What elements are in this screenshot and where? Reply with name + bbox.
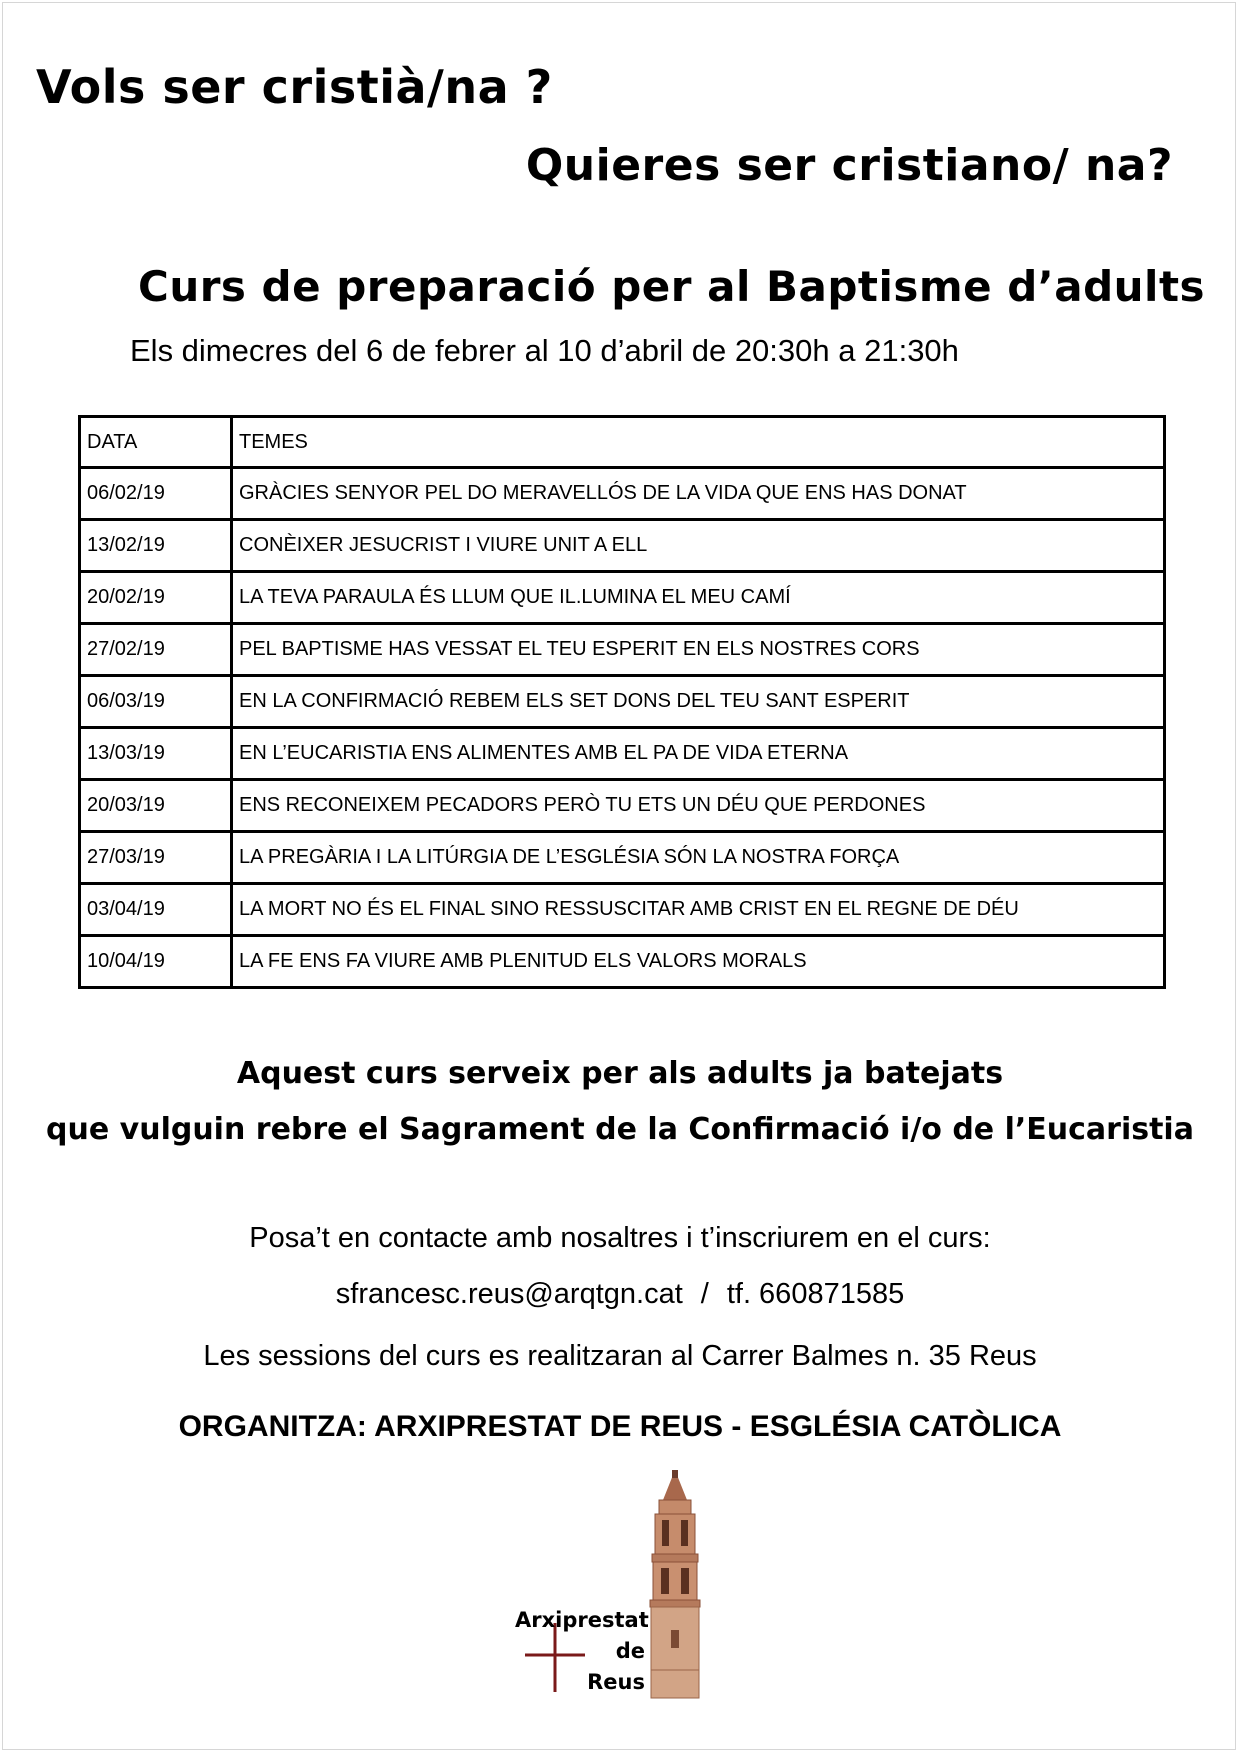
- header-date: DATA: [80, 417, 232, 468]
- row-topic: CONÈIXER JESUCRIST I VIURE UNIT A ELL: [232, 520, 1165, 572]
- header-topics: TEMES: [232, 417, 1165, 468]
- row-date: 03/04/19: [80, 884, 232, 936]
- row-topic: LA TEVA PARAULA ÉS LLUM QUE IL.LUMINA EL MEU CAMÍ: [232, 572, 1165, 624]
- organizer: ORGANITZA: ARXIPRESTAT DE REUS - ESGLÉSIA CATÒLICA: [178, 1410, 1062, 1443]
- heading-catalan: Vols ser cristià/na ?: [36, 60, 553, 114]
- row-topic: LA PREGÀRIA I LA LITÚRGIA DE L’ESGLÉSIA SÓN LA NOSTRA FORÇA: [232, 832, 1165, 884]
- table-row: [80, 884, 1165, 936]
- row-date: 20/02/19: [80, 572, 232, 624]
- contact-details: [0, 1278, 1240, 1311]
- phone-number: tf. 660871585: [726, 1278, 905, 1310]
- logo-line-3: Reus: [587, 1670, 645, 1694]
- table-row: [80, 936, 1165, 988]
- row-topic: PEL BAPTISME HAS VESSAT EL TEU ESPERIT EN ELS NOSTRES CORS: [232, 624, 1165, 676]
- table-row: [80, 572, 1165, 624]
- table-row: [80, 624, 1165, 676]
- contact-separator: /: [700, 1278, 709, 1310]
- topics-table: [78, 415, 1166, 989]
- table-row: [80, 832, 1165, 884]
- note-line-1: Aquest curs serveix per als adults ja batejats: [236, 1056, 1004, 1091]
- row-topic: LA MORT NO ÉS EL FINAL SINO RESSUSCITAR AMB CRIST EN EL REGNE DE DÉU: [232, 884, 1165, 936]
- contact-intro: Posa’t en contacte amb nosaltres i t’inscriurem en el curs:: [249, 1222, 991, 1254]
- logo-text: [515, 1605, 649, 1698]
- row-date: 06/02/19: [80, 468, 232, 520]
- logo-line-1: Arxiprestat: [515, 1608, 649, 1632]
- email-link[interactable]: sfrancesc.reus@arqtgn.cat: [335, 1278, 683, 1310]
- row-date: 06/03/19: [80, 676, 232, 728]
- row-date: 27/03/19: [80, 832, 232, 884]
- course-title: Curs de preparació per al Baptisme d’adults: [138, 262, 1206, 311]
- logo-line-2: de: [615, 1639, 645, 1663]
- row-topic: EN LA CONFIRMACIÓ REBEM ELS SET DONS DEL TEU SANT ESPERIT: [232, 676, 1165, 728]
- note-line-2: que vulguin rebre el Sagrament de la Confirmació i/o de l’Eucaristia: [46, 1112, 1194, 1147]
- row-date: 27/02/19: [80, 624, 232, 676]
- table-row: [80, 520, 1165, 572]
- row-date: 20/03/19: [80, 780, 232, 832]
- row-topic: LA FE ENS FA VIURE AMB PLENITUD ELS VALORS MORALS: [232, 936, 1165, 988]
- row-date: 10/04/19: [80, 936, 232, 988]
- row-date: 13/02/19: [80, 520, 232, 572]
- table-row: [80, 780, 1165, 832]
- course-schedule: Els dimecres del 6 de febrer al 10 d’abril de 20:30h a 21:30h: [130, 333, 959, 368]
- archpriest-logo: [515, 1470, 715, 1700]
- session-location: Les sessions del curs es realitzaran al Carrer Balmes n. 35 Reus: [203, 1340, 1037, 1372]
- table-header-row: [80, 417, 1165, 468]
- table-row: [80, 728, 1165, 780]
- row-topic: ENS RECONEIXEM PECADORS PERÒ TU ETS UN DÉU QUE PERDONES: [232, 780, 1165, 832]
- table-row: [80, 468, 1165, 520]
- row-topic: EN L’EUCARISTIA ENS ALIMENTES AMB EL PA DE VIDA ETERNA: [232, 728, 1165, 780]
- table-row: [80, 676, 1165, 728]
- row-topic: GRÀCIES SENYOR PEL DO MERAVELLÓS DE LA VIDA QUE ENS HAS DONAT: [232, 468, 1165, 520]
- row-date: 13/03/19: [80, 728, 232, 780]
- heading-spanish: Quieres ser cristiano/ na?: [525, 140, 1173, 191]
